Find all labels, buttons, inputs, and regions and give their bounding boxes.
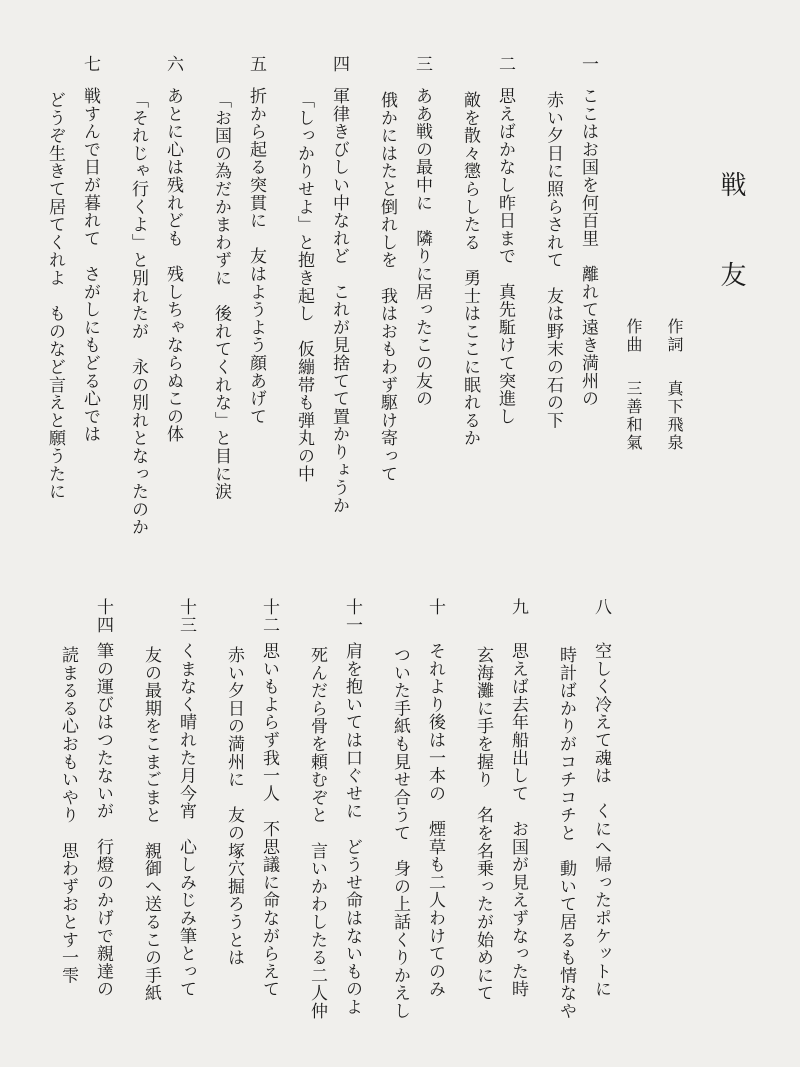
page-title: 戦 友 <box>717 171 746 306</box>
verses-band-bottom <box>40 598 750 1067</box>
verse-number: 九 <box>509 598 528 616</box>
verse-2 <box>462 55 514 518</box>
verse-line <box>475 598 492 1067</box>
verse-line <box>510 598 527 1067</box>
verse-9 <box>475 598 527 1067</box>
credit-lyricist <box>662 318 685 518</box>
verse-13 <box>143 598 195 1067</box>
verse-line-text: どうぞ生きて居てくれよ ものなど言えと願うたに <box>46 91 65 501</box>
verse-number: 五 <box>247 55 266 73</box>
verse-line-text: 「しっかりせよ」と抱き起し 仮繃帯も弾丸の中 <box>295 91 314 483</box>
verse-line-text: 「それじゃ行くよ」と別れたが 永の別れとなったのか <box>129 91 148 536</box>
verse-line <box>379 55 396 518</box>
verse-line <box>427 598 444 1067</box>
verse-line-text: 空しく冷えて魂は くにへ帰ったポケットに <box>592 642 611 998</box>
verse-line <box>414 55 431 518</box>
verse-number: 三 <box>413 55 432 73</box>
verse-line <box>309 598 326 1067</box>
verse-number: 八 <box>592 598 611 616</box>
verse-line-text: ああ戦の最中に 隣りに居ったこの友の <box>413 87 432 408</box>
verse-line <box>213 55 230 518</box>
verse-5 <box>213 55 265 518</box>
verse-line <box>462 55 479 518</box>
verse-line-text: 思いもよらず我一人 不思議に命ながらえて <box>260 642 279 998</box>
verse-line-text: くまなく晴れた月今宵 心しみじみ筆とって <box>177 642 196 998</box>
verse-line <box>331 55 348 518</box>
verse-line-text: 「お国の為だかまわずに 後れてくれな」と目に涙 <box>212 91 231 501</box>
credit-name: 真下飛泉 <box>665 380 682 452</box>
verse-line-text: 折から起る突貫に 友はようよう顔あげて <box>247 87 266 426</box>
verse-number: 六 <box>164 55 183 73</box>
verse-line <box>497 55 514 518</box>
verse-12 <box>226 598 278 1067</box>
verse-line <box>165 55 182 518</box>
verse-line-text: それより後は一本の 煙草も二人わけてのみ <box>426 642 445 998</box>
verse-line-text: 思えばかなし昨日まで 真先駈けて突進し <box>496 87 515 426</box>
verse-line <box>129 55 148 536</box>
verse-line <box>344 598 361 1067</box>
verse-line <box>82 55 99 518</box>
verse-line <box>593 598 610 1067</box>
verse-4 <box>296 55 348 518</box>
verse-line <box>558 598 575 1067</box>
verse-11 <box>309 598 361 1067</box>
verse-line <box>226 598 243 1067</box>
verse-line <box>545 55 562 518</box>
verse-line-text: 死んだら骨を頼むぞと 言いかわしたる二人仲 <box>308 646 327 1020</box>
verse-line <box>261 598 278 1067</box>
verse-line <box>95 598 112 1067</box>
verse-number: 十 <box>426 598 445 616</box>
verse-number: 四 <box>330 55 349 73</box>
verse-number: 一 <box>579 55 598 73</box>
verse-line-text: 赤い夕日の満州に 友の塚穴掘ろうとは <box>225 646 244 967</box>
credits <box>621 55 685 518</box>
verse-line-text: ここはお国を何百里 離れて遠き満州の <box>579 87 598 408</box>
verse-line-text: 筆の運びはつたないが 行燈のかげで親達の <box>94 642 113 998</box>
verse-line-text: 時計ばかりがコチコチと 動いて居るも情なや <box>557 646 576 1020</box>
verse-8 <box>558 598 610 1067</box>
verse-3 <box>379 55 431 518</box>
verse-line <box>392 598 409 1067</box>
verse-1 <box>545 55 597 518</box>
verse-line <box>178 598 195 1067</box>
verse-line <box>143 598 160 1067</box>
verse-line-text: 玄海灘に手を握り 名を名乗ったが始めにて <box>474 646 493 1002</box>
verse-line-text: 友の最期をこまごまと 親御へ送るこの手紙 <box>142 646 161 1002</box>
verse-line-text: 読まるる心おもいやり 思わずおとす一雫 <box>59 646 78 985</box>
verse-line-text: 敵を散々懲らしたる 勇士はここに眠れるか <box>461 91 480 447</box>
verse-line-text: 思えば去年船出して お国が見えずなった時 <box>509 642 528 998</box>
verse-number: 七 <box>81 55 100 73</box>
verse-number: 二 <box>496 55 515 73</box>
verse-line-text: ついた手紙も見せ合うて 身の上話くりかえし <box>391 646 410 1020</box>
verse-number: 十二 <box>260 598 279 634</box>
verse-6 <box>129 55 183 536</box>
verse-line <box>248 55 265 518</box>
credit-composer <box>621 318 644 518</box>
verse-line-text: あとに心は残れども 残しちゃならぬこの体 <box>164 87 183 443</box>
verse-number: 十三 <box>177 598 196 634</box>
verse-line <box>47 55 64 518</box>
verse-7 <box>47 55 99 518</box>
verse-line <box>580 55 597 518</box>
verses-band-top <box>40 53 750 536</box>
verse-line-text: 軍律きびしい中なれど これが見捨てて置かりょうか <box>330 87 349 515</box>
verse-line-text: 戦すんで日が暮れて さがしにもどる心では <box>81 87 100 443</box>
verse-number: 十四 <box>94 598 113 634</box>
credit-role: 作詞 <box>665 318 682 354</box>
verse-line-text: 赤い夕日に照らされて 友は野末の石の下 <box>544 91 563 430</box>
verse-number: 十一 <box>343 598 362 634</box>
credit-name: 三善和氣 <box>624 380 641 452</box>
credit-role: 作曲 <box>624 318 641 354</box>
verse-10 <box>392 598 444 1067</box>
verse-line-text: 肩を抱いては口ぐせに どうせ命はないものよ <box>343 642 362 1016</box>
verse-line <box>296 55 313 518</box>
verse-line <box>60 598 77 1067</box>
verse-line-text: 俄かにはたと倒れしを 我はおもわず駆け寄って <box>378 91 397 483</box>
verse-14 <box>60 598 112 1067</box>
